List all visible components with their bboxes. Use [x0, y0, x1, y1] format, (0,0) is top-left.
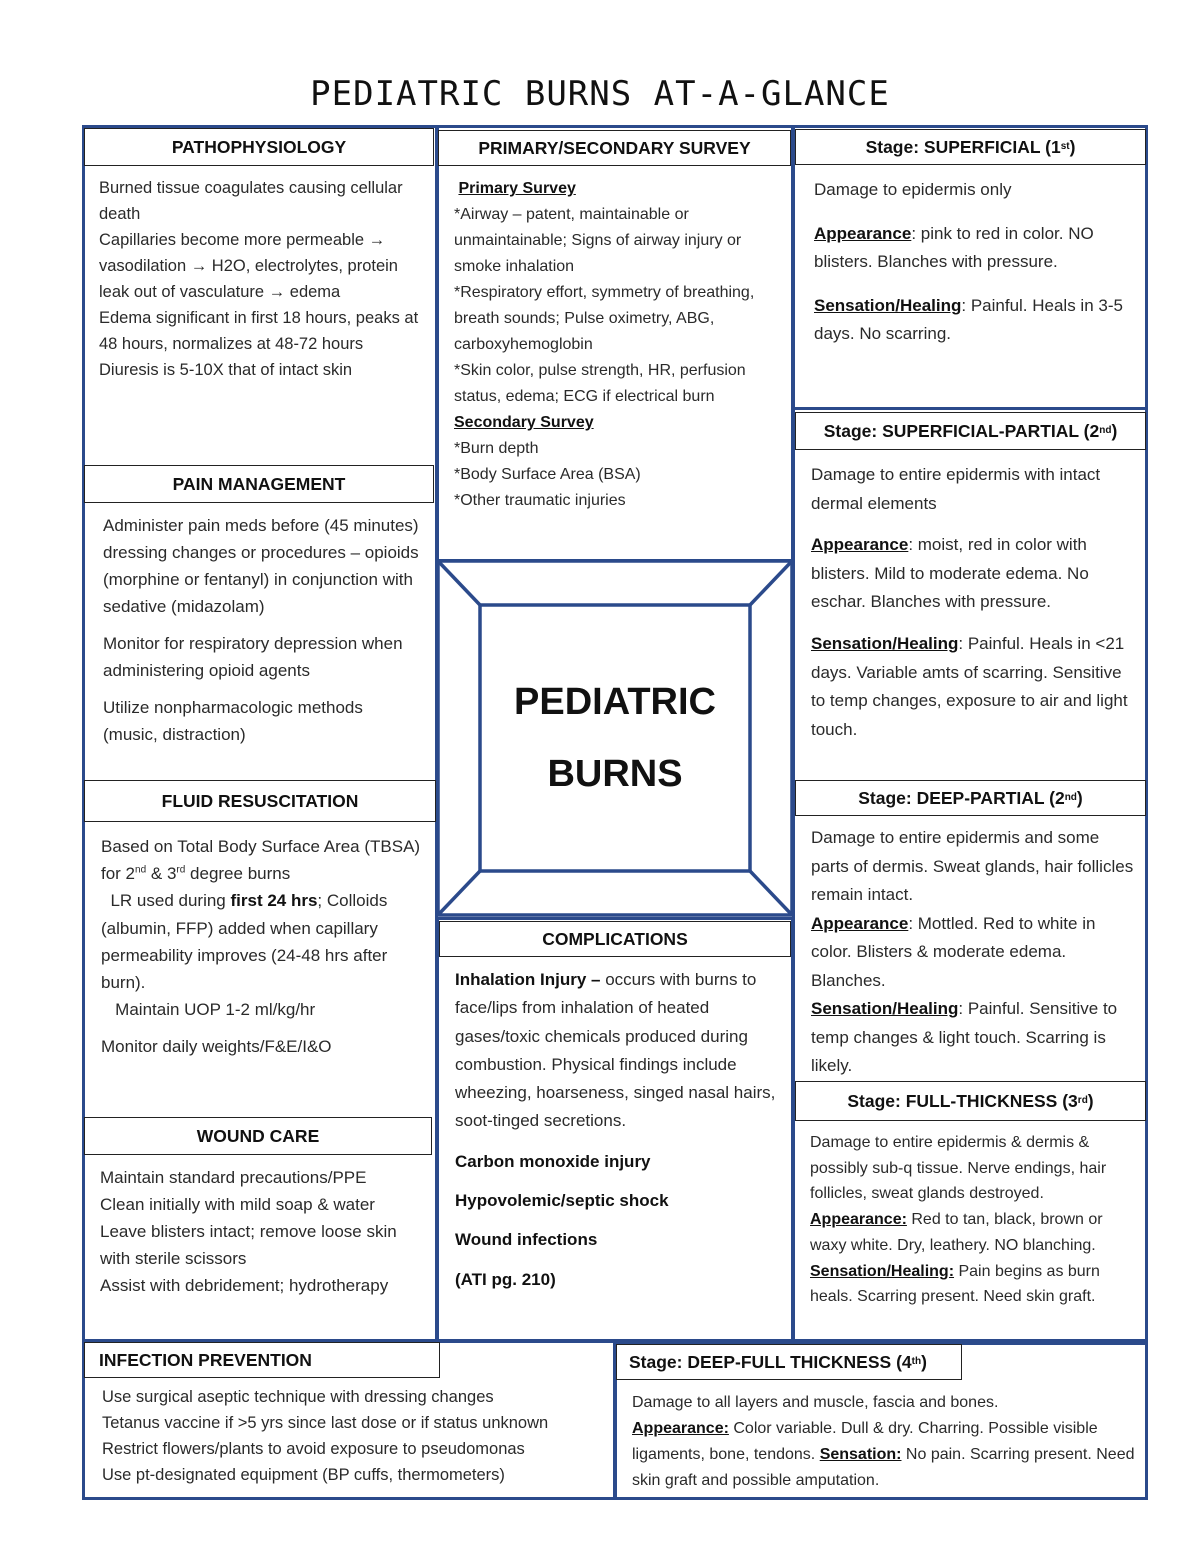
wound-line-4: Assist with debridement; hydrotherapy [100, 1276, 389, 1295]
wound-care-text [100, 1164, 422, 1299]
deep-full-header-post: ) [921, 1351, 927, 1372]
full-thickness-sensation-label: Sensation/Healing: [810, 1262, 955, 1280]
patho-line-1: Burned tissue coagulates causing cellular death [99, 179, 403, 223]
superficial-appearance [814, 220, 1136, 277]
superficial-sensation-text: : Painful. Heals in 3-5 days. No scarring. [814, 295, 1123, 343]
wound-line-2: Clean initially with mild soap & water [100, 1195, 375, 1214]
fluid-lr-bold: first 24 hrs [230, 891, 318, 911]
full-thickness-appearance [810, 1207, 1140, 1258]
deep-partial-header-post: ) [1076, 787, 1083, 808]
deep-full-sensation-text: No pain. Scarring present. Need skin graft and possible amputation. [632, 1446, 1135, 1489]
infection-line-2: Tetanus vaccine if >5 yrs since last dose or if status unknown [102, 1414, 549, 1432]
fluid-tbsa-sup-1: nd [135, 864, 147, 876]
superficial-header-pre: Stage: SUPERFICIAL (1 [865, 136, 1061, 157]
deep-partial-damage: Damage to entire epidermis and some parts of dermis. Sweat glands, hair follicles remain intact. [811, 828, 1134, 904]
fluid-tbsa [101, 833, 421, 887]
survey-primary-3: *Skin color, pulse strength, HR, perfusion status, edema; ECG if electrical burn [454, 362, 746, 405]
superficial-partial-sensation [811, 630, 1136, 744]
center-title-line-2: BURNS [547, 753, 683, 795]
superficial-header-post: ) [1069, 136, 1076, 157]
superficial-partial-header-post: ) [1111, 420, 1118, 441]
fluid-uop-text: Maintain UOP 1-2 ml/kg/hr [115, 1000, 316, 1020]
fluid-tbsa-post: degree burns [185, 864, 291, 884]
full-thickness-appearance-label: Appearance: [810, 1211, 907, 1229]
pain-line-1: Administer pain meds before (45 minutes) dressing changes or procedures – opioids (morphine or fentanyl) in conjunction with sedative (midazolam) [103, 516, 419, 616]
fluid-tbsa-pre: Based on Total Body Surface Area (TBSA) for 2 [101, 837, 421, 884]
superficial-partial-damage: Damage to entire epidermis with intact dermal elements [811, 465, 1101, 513]
survey-secondary-2: *Body Surface Area (BSA) [454, 466, 641, 483]
infection-line-1: Use surgical aseptic technique with dressing changes [102, 1388, 494, 1406]
survey-primary-label [454, 176, 782, 202]
superficial-text [814, 176, 1136, 349]
superficial-partial-appearance-label: Appearance [811, 535, 909, 555]
fluid-monitor: Monitor daily weights/F&E/I&O [101, 1037, 332, 1057]
deep-partial-header: Stage: DEEP-PARTIAL (2 nd ) [795, 780, 1146, 816]
superficial-sensation [814, 292, 1136, 349]
fluid-lr-post: ; Colloids (albumin, FFP) added when capillary permeability improves (24-48 hrs after burn). [101, 891, 388, 993]
survey-primary-2: *Respiratory effort, symmetry of breathing, breath sounds; Pulse oximetry, ABG, carboxyhemoglobin [454, 284, 755, 353]
superficial-divider [792, 407, 1148, 410]
pain-line-2: Monitor for respiratory depression when administering opioid agents [103, 634, 403, 680]
infection-prevention-header: INFECTION PREVENTION [84, 1342, 440, 1378]
superficial-partial-appearance-text: : moist, red in color with blisters. Mild to moderate edema. No eschar. Blanches with pressure. [811, 535, 1089, 612]
deep-partial-sensation-label: Sensation/Healing [811, 999, 959, 1018]
full-thickness-damage: Damage to entire epidermis & dermis & possibly sub-q tissue. Nerve endings, hair follicles, sweat glands destroyed. [810, 1134, 1107, 1203]
center-title [480, 666, 750, 810]
complications-item-3: Wound infections [455, 1230, 598, 1250]
deep-full-header-pre: Stage: DEEP-FULL THICKNESS (4 [629, 1351, 912, 1372]
complications-item-2: Hypovolemic/septic shock [455, 1191, 669, 1211]
deep-full-appearance-label: Appearance: [632, 1420, 729, 1437]
fluid-resuscitation-header: FLUID RESUSCITATION [84, 780, 436, 822]
deep-partial-sensation-text: : Painful. Sensitive to temp changes & light touch. Scarring is likely. [811, 999, 1118, 1075]
survey-secondary-1: *Burn depth [454, 440, 539, 457]
deep-full-details [632, 1416, 1137, 1494]
deep-full-header: Stage: DEEP-FULL THICKNESS (4 th ) [616, 1344, 962, 1380]
superficial-partial-header-pre: Stage: SUPERFICIAL-PARTIAL (2 [823, 420, 1100, 441]
full-thickness-header-post: ) [1087, 1090, 1094, 1111]
complications-inhalation-text: occurs with burns to face/lips from inhalation of heated gases/toxic chemicals produced during combustion. Physical findings include wheezing, hoarseness, singed nasal hairs, soot-tinged secretions. [455, 970, 776, 1131]
deep-partial-header-pre: Stage: DEEP-PARTIAL (2 [858, 787, 1065, 808]
infection-line-4: Use pt-designated equipment (BP cuffs, thermometers) [102, 1466, 505, 1484]
superficial-header: Stage: SUPERFICIAL (1 st ) [795, 129, 1146, 165]
survey-text [454, 176, 782, 514]
wound-line-3: Leave blisters intact; remove loose skin with sterile scissors [100, 1222, 397, 1268]
complications-text [455, 966, 780, 1294]
deep-partial-appearance-label: Appearance [811, 913, 909, 933]
page-title: PEDIATRIC BURNS AT-A-GLANCE [310, 74, 890, 114]
complications-inhalation-label: Inhalation Injury – [455, 970, 606, 989]
pathophysiology-header: PATHOPHYSIOLOGY [84, 128, 434, 166]
fluid-resuscitation-text [101, 833, 421, 1061]
superficial-partial-sensation-text: : Painful. Heals in <21 days. Variable amts of scarring. Sensitive to temp changes, exposure to air and light touch. [811, 633, 1128, 739]
survey-secondary-label [454, 410, 782, 436]
center-title-line-1: PEDIATRIC [514, 681, 716, 723]
survey-primary-1: *Airway – patent, maintainable or unmaintainable; Signs of airway injury or smoke inhalation [454, 206, 742, 275]
superficial-partial-appearance [811, 531, 1136, 617]
complications-header: COMPLICATIONS [439, 921, 791, 957]
infection-prevention-text [102, 1384, 612, 1488]
superficial-sensation-label: Sensation/Healing [814, 295, 962, 315]
patho-line-4: Diuresis is 5-10X that of intact skin [99, 361, 353, 379]
wound-line-1: Maintain standard precautions/PPE [100, 1168, 367, 1187]
patho-line-2: Capillaries become more permeable → vasodilation → H2O, electrolytes, protein leak out of vasculature → edema [99, 231, 398, 301]
wound-care-header: WOUND CARE [84, 1117, 432, 1155]
fluid-lr [101, 887, 421, 996]
full-thickness-appearance-text: Red to tan, black, brown or waxy white. Dry, leathery. NO blanching. [810, 1211, 1103, 1254]
complications-item-4: (ATI pg. 210) [455, 1269, 556, 1289]
survey-header: PRIMARY/SECONDARY SURVEY [438, 130, 791, 166]
deep-full-damage: Damage to all layers and muscle, fascia and bones. [632, 1394, 999, 1411]
superficial-partial-sensation-label: Sensation/Healing [811, 633, 959, 653]
complications-item-1: Carbon monoxide injury [455, 1151, 651, 1171]
superficial-damage: Damage to epidermis only [814, 180, 1012, 199]
fluid-uop [101, 996, 421, 1023]
survey-secondary-label-text: Secondary Survey [454, 414, 594, 431]
superficial-appearance-text: : pink to red in color. NO blisters. Blanches with pressure. [814, 223, 1094, 271]
fluid-tbsa-sup-2: rd [176, 864, 186, 876]
patho-line-3: Edema significant in first 18 hours, peaks at 48 hours, normalizes at 48-72 hours [99, 309, 419, 353]
superficial-partial-header: Stage: SUPERFICIAL-PARTIAL (2 nd ) [795, 412, 1146, 450]
superficial-partial-text [811, 461, 1136, 744]
deep-full-sensation-label: Sensation: [819, 1446, 902, 1463]
full-thickness-text [810, 1130, 1140, 1310]
deep-partial-appearance [811, 910, 1136, 996]
fluid-tbsa-mid: & 3 [146, 864, 177, 884]
pain-management-header: PAIN MANAGEMENT [84, 465, 434, 503]
deep-partial-text [811, 824, 1136, 1081]
full-thickness-sensation [810, 1259, 1140, 1310]
deep-full-text [632, 1390, 1137, 1494]
survey-primary-label-text: Primary Survey [458, 180, 576, 197]
fluid-lr-pre: LR used during [110, 891, 231, 911]
full-thickness-sensation-text: Pain begins as burn heals. Scarring present. Need skin graft. [810, 1262, 1100, 1306]
deep-partial-sensation [811, 995, 1136, 1081]
survey-secondary-3: *Other traumatic injuries [454, 492, 626, 509]
deep-full-appearance-text: Color variable. Dull & dry. Charring. Possible visible ligaments, bone, tendons. [632, 1420, 1098, 1463]
superficial-appearance-label: Appearance [814, 223, 912, 243]
full-thickness-header: Stage: FULL-THICKNESS (3 rd ) [795, 1081, 1146, 1121]
pathophysiology-text [99, 175, 424, 383]
pain-line-3: Utilize nonpharmacologic methods (music, distraction) [103, 698, 363, 744]
full-thickness-header-pre: Stage: FULL-THICKNESS (3 [847, 1090, 1078, 1111]
infection-line-3: Restrict flowers/plants to avoid exposure to pseudomonas [102, 1440, 525, 1458]
complications-inhalation [455, 966, 780, 1136]
pain-management-text [103, 512, 421, 748]
deep-partial-appearance-text: : Mottled. Red to white in color. Blisters & moderate edema. Blanches. [811, 913, 1096, 990]
